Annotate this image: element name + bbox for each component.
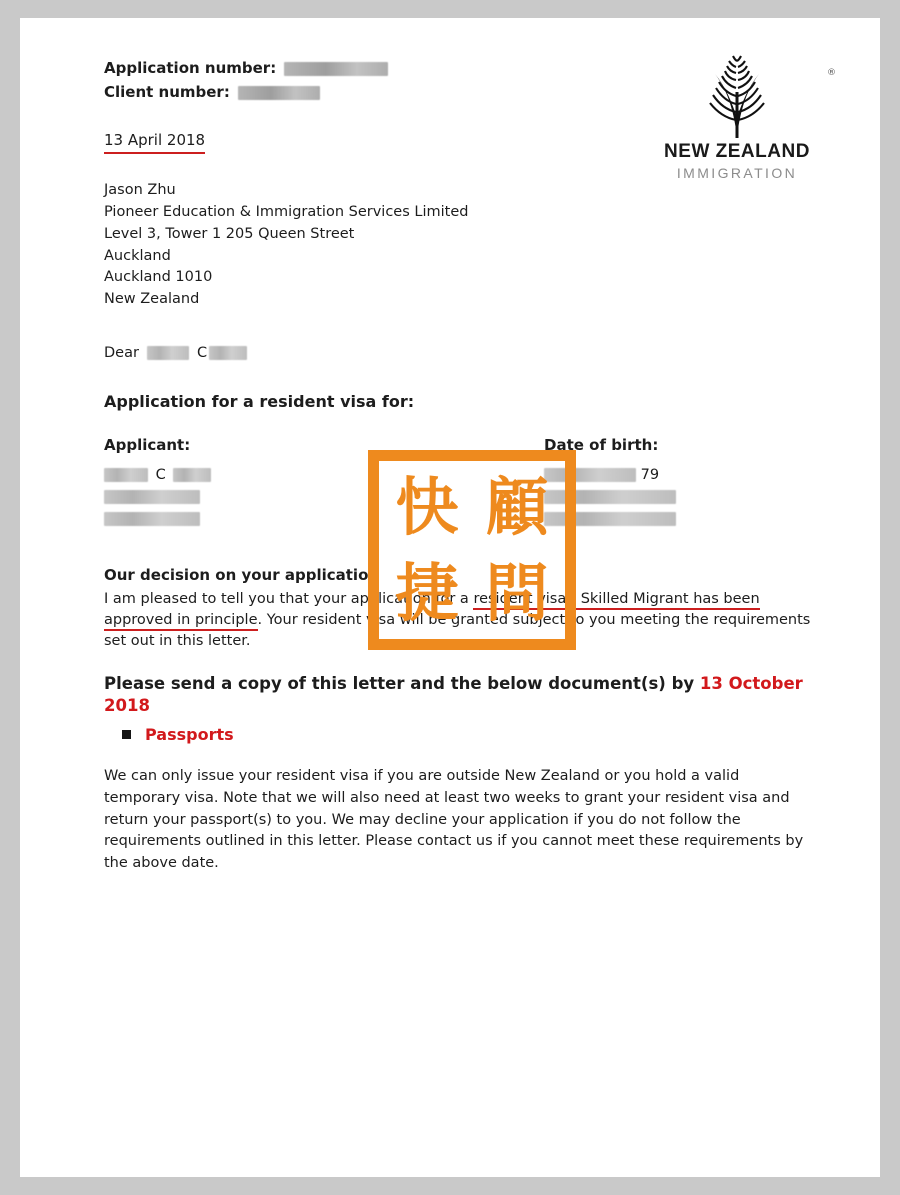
send-documents-heading <box>104 673 818 718</box>
recipient-postcode: Auckland 1010 <box>104 269 213 286</box>
application-number-row <box>104 58 818 80</box>
table-row <box>104 509 818 531</box>
list-item <box>122 723 818 746</box>
subject-line: Application for a resident visa for: <box>104 391 415 411</box>
decision-text-after: . Your resident visa will be granted subject to you meeting the requirements set out in this letter. <box>104 612 811 650</box>
table-row <box>104 487 818 509</box>
table-row <box>104 465 818 487</box>
decision-heading: Our decision on your application <box>104 565 380 584</box>
client-number-label: Client number: <box>104 82 230 101</box>
stamp-character-2: 顧 <box>485 470 549 544</box>
applicant-details-table <box>104 435 818 531</box>
applicant-name-redacted <box>104 490 200 504</box>
dob-cell <box>544 487 784 508</box>
applicant-column-header: Applicant: <box>104 435 191 454</box>
salutation-first-name-redacted <box>147 346 189 360</box>
applicant-name-redacted <box>104 468 148 482</box>
recipient-city: Auckland <box>104 247 171 264</box>
dob-cell <box>544 465 784 486</box>
recipient-company: Pioneer Education & Immigration Services Limited <box>104 204 469 220</box>
stamp-character-3: 捷 <box>395 556 459 630</box>
dob-redacted <box>544 468 636 482</box>
client-number-row <box>104 82 818 104</box>
recipient-address <box>104 180 818 311</box>
dob-redacted <box>544 512 676 526</box>
application-number-value-redacted <box>284 62 388 76</box>
applicant-surname-redacted <box>173 468 211 482</box>
decision-highlight: resident visa - Skilled Migrant has been approved in principle <box>104 591 760 631</box>
dob-cell <box>544 509 784 530</box>
decision-paragraph <box>104 589 818 652</box>
recipient-name: Jason Zhu <box>104 182 176 199</box>
send-documents-heading-black: Please send a copy of this letter and the below document(s) by <box>104 673 700 693</box>
salutation-greeting: Dear <box>104 344 139 361</box>
document-name: Passports <box>145 725 234 745</box>
applicant-cell <box>104 509 544 530</box>
letter-date: 13 April 2018 <box>104 130 205 155</box>
square-bullet-icon <box>122 730 131 739</box>
salutation-surname-initial: C <box>196 344 208 361</box>
letter-document <box>20 18 880 1177</box>
applicant-initial: C <box>155 467 166 484</box>
registered-trademark-icon: ® <box>827 68 836 78</box>
applicant-cell <box>104 465 544 486</box>
dob-redacted <box>544 490 676 504</box>
salutation-surname-redacted <box>209 346 247 360</box>
salutation-row <box>104 343 818 364</box>
dob-column-header: Date of birth: <box>544 435 659 454</box>
stamp-character-4: 問 <box>485 556 549 630</box>
applicant-name-redacted <box>104 512 200 526</box>
client-number-value-redacted <box>238 86 320 100</box>
logo-text-immigration: IMMIGRATION <box>676 164 798 181</box>
applicant-cell <box>104 487 544 508</box>
send-documents-deadline: 13 October 2018 <box>104 673 803 715</box>
dob-year-partial: 79 <box>640 467 660 484</box>
applicant-table-header <box>104 435 818 457</box>
application-number-label: Application number: <box>104 59 277 77</box>
recipient-country: New Zealand <box>104 291 200 307</box>
logo-text-newzealand: NEW ZEALAND <box>664 141 810 162</box>
stamp-character-1: 快 <box>395 470 459 544</box>
closing-paragraph: We can only issue your resident visa if you are outside New Zealand or you hold a valid temporary visa. Note that we will also need at least two weeks to grant your resident visa and return your passport(s) to you. We may decline your application if you do not follow the requirements outlined in this letter. Please contact us if you cannot meet these requirements by the above date. <box>104 768 804 872</box>
decision-text-before: I am pleased to tell you that your application for a <box>104 591 474 608</box>
recipient-street: Level 3, Tower 1 205 Queen Street <box>104 225 355 242</box>
